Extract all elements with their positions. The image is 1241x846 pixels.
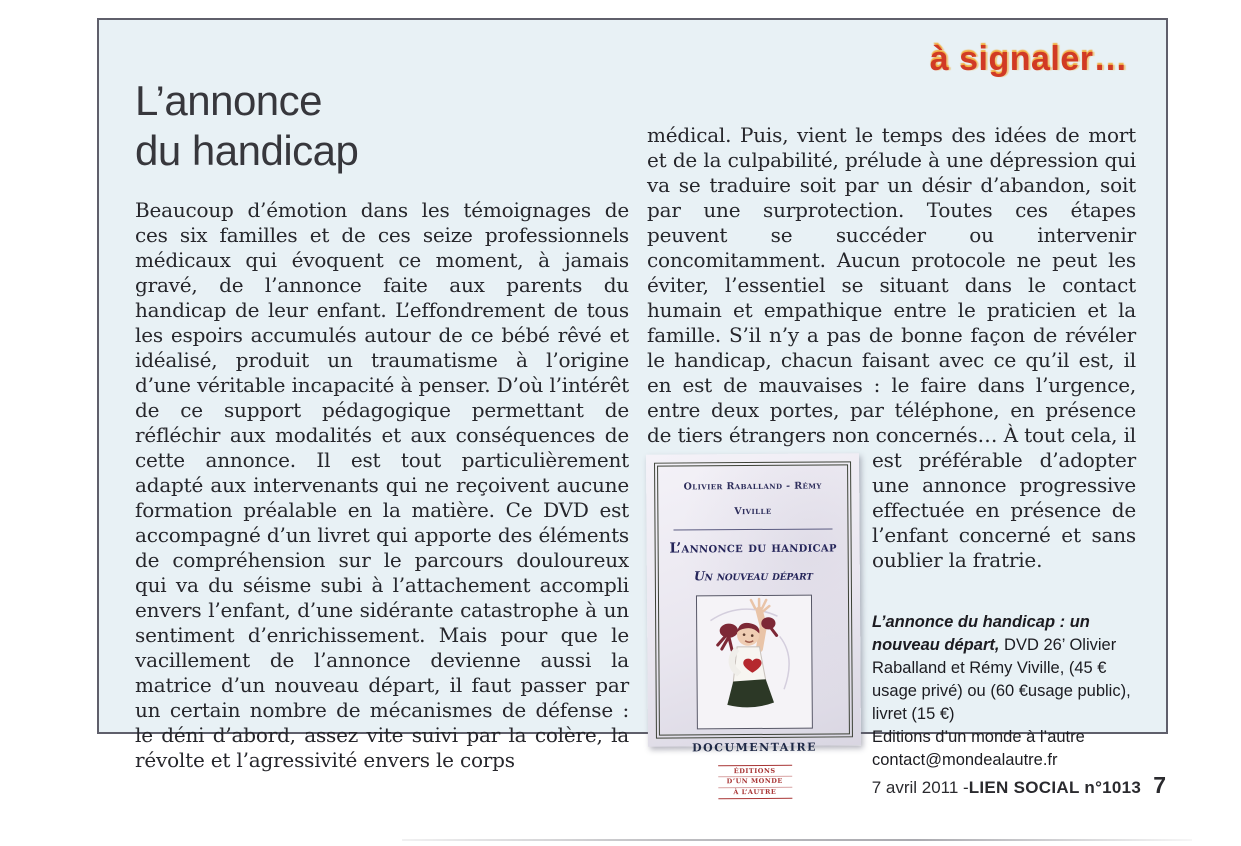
caption-details: DVD 26’ Olivier Raballand et Rémy Viville, (45 € usage privé) ou (60 €usage public), livret (15 €) [872, 636, 1131, 723]
section-flag: à signaler… [929, 40, 1128, 78]
dvd-genre: DOCUMENTAIRE [692, 740, 818, 755]
footer-date: 7 avril 2011 - [871, 778, 969, 797]
dvd-cover-inner-frame [657, 464, 850, 796]
footer-journal-name: LIEN SOCIAL n°1013 [968, 778, 1142, 797]
dvd-cover [646, 453, 861, 796]
page-footer [872, 772, 1166, 799]
girl-illustration [695, 595, 812, 730]
footer-page-number: 7 [1153, 772, 1166, 798]
dvd-publisher-line2: D’UN MONDE [718, 777, 792, 788]
caption-contact-email: contact@mondealautre.fr [872, 751, 1058, 769]
dvd-publisher-line1: ÉDITIONS [718, 767, 792, 778]
article-title [135, 76, 358, 176]
caption-title: L’annonce du handicap : un nouveau départ, [872, 613, 1090, 654]
dvd-publisher-logo [718, 765, 792, 800]
dvd-authors: Olivier Raballand - Rémy Viville [683, 480, 822, 518]
right-column-text-after-cover: cela, il est préférable d’adopter une annonce progressive effectuée en présence de l’enfant concerné et sans oublier la fratrie. [872, 423, 1137, 572]
right-column-text-before-cover: médical. Puis, vient le temps des idées de mort et de la culpabilité, prélude à une dépression qui va se traduire soit par un désir d’abandon, soit par une surprotection. Toutes ces étapes peuvent se succéder ou intervenir concomitamment. Aucun protocole ne peut les éviter, l’essentiel se situant dans le contact humain et empathique entre le praticien et la famille. S’il n’y a pas de bonne façon de révéler le handicap, chacun faisant avec ce qu’il est, il en est de mauvaises : le faire dans l’urgence, entre deux portes, par téléphone, en présence de tiers étrangers non concernés… À tout [647, 123, 1136, 447]
dvd-publisher-line3: À L’AUTRE [733, 787, 777, 796]
caption-publisher: Editions d’un monde à l’autre [872, 728, 1085, 746]
dvd-subtitle: Un nouveau départ [693, 567, 813, 584]
dvd-title: L’annonce du handicap [669, 539, 837, 557]
article-left-column: Beaucoup d’émotion dans les témoignages de ces six familles et de ces seize professionnels médicaux qui évoquent ce moment, à jamais gravé, de l’annonce faite aux parents du handicap de leur enfant. L’effondrement de tous les espoirs accumulés autour de ce bébé rêvé et idéalisé, produit un traumatisme à l’origine d’une véritable incapacité à penser. D’où l’intérêt de ce support pédagogique permettant de réfléchir aux modalités et aux conséquences de cette annonce. Il est tout particulièrement adapté aux intervenants qui ne reçoivent aucune formation préalable en la matière. Ce DVD est accompagné d’un livret qui apporte des éléments de compréhension sur le parcours douloureux qui va du séisme subi à l’attachement accompli envers l’enfant, d’une sidérante catastrophe à un sentiment d’enrichissement. Mais pour que le vacillement de l’annonce devienne aussi la matrice d’un nouveau départ, il faut passer par un certain nombre de mécanismes de défense : le déni d’abord, assez vite suivi par la colère, la révolte et l’agressivité envers le corps [135, 198, 629, 772]
article-title-line2: du handicap [135, 127, 359, 174]
dvd-cover-card [646, 453, 861, 796]
scan-artifact-line [402, 839, 1192, 841]
dvd-cover-outer-frame [654, 461, 853, 796]
article-title-line1: L’annonce [135, 77, 323, 124]
dvd-rule [674, 528, 833, 530]
